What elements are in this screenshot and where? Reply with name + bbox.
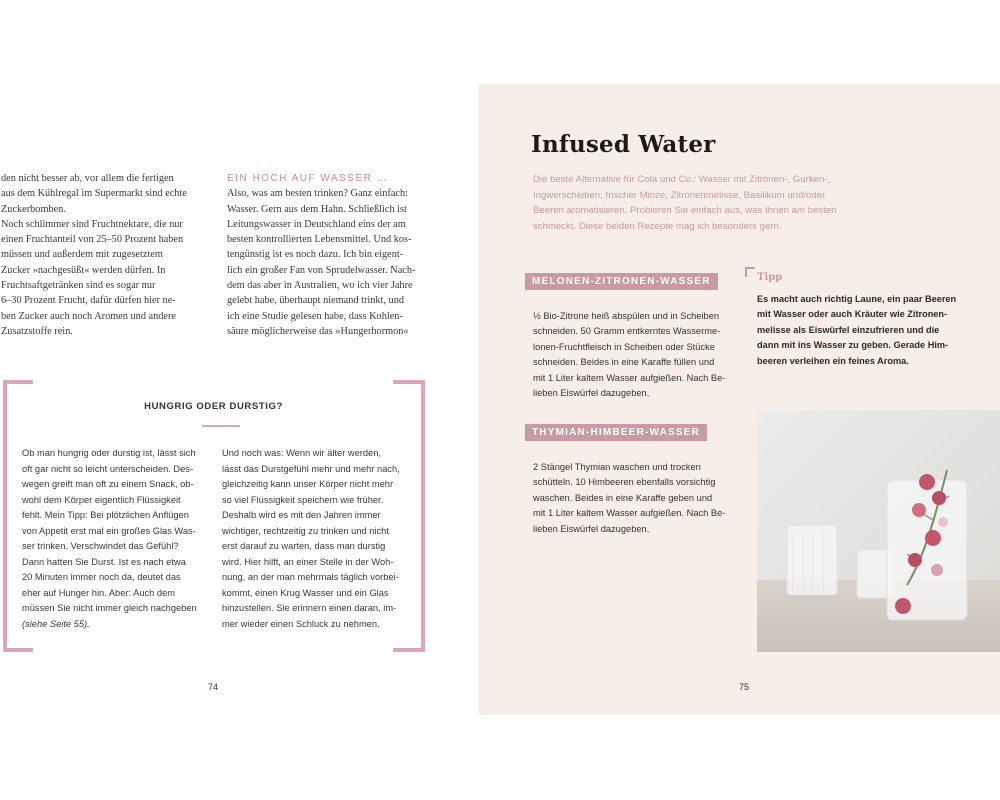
text-line: wohl dem Körper eigentlich Flüssigkeit <box>22 494 181 505</box>
infused-water-photo <box>757 410 1000 652</box>
text-line: kommt, einen Krug Wasser und ein Glas <box>222 587 389 598</box>
text-line: gelebt habe, überhaupt niemand trinkt, und <box>227 295 404 307</box>
box-title-rule <box>202 425 240 427</box>
text-line: tengünstig ist es noch dazu. Ich bin eigent- <box>227 249 404 261</box>
text-line: Es macht auch richtig Laune, ein paar Beeren <box>757 294 957 304</box>
recipe-text-thyme-raspberry <box>533 460 743 537</box>
text-line: melisse als Eiswürfel einzufrieren und die <box>757 324 940 335</box>
text-line: Deshalb wird es mit den Jahren immer <box>222 510 381 520</box>
text-line: wegen greift man oft zu einem Snack, ob- <box>22 479 194 489</box>
text-line: 6–30 Prozent Frucht, dafür dürfen hier ne- <box>1 295 176 307</box>
text-line: Wasser. Gern aus dem Hahn. Schließlich ist <box>227 203 407 215</box>
section-heading: EIN HOCH AUF WASSER … <box>227 173 389 184</box>
text-line: lieben Eiswürfel dazugeben. <box>533 523 650 534</box>
text-line: gleichzeitig kann unser Körper nicht mehr <box>222 479 394 489</box>
page-number-right: 75 <box>739 682 750 692</box>
text-line: fehlt. Mein Tipp: Bei plötzlichen Anflügen <box>22 510 189 520</box>
recipe-title-thyme-raspberry: THYMIAN-HIMBEER-WASSER <box>525 424 707 441</box>
text-line: wichtiger, rechtzeitig zu trinken und nicht <box>222 525 389 536</box>
text-line: Also, was am besten trinken? Ganz einfach: <box>227 188 408 200</box>
tip-label: Tipp <box>757 272 783 283</box>
text-line: hinzustellen. Sie erinnern einen daran, im- <box>222 603 397 613</box>
text-line: mit 1 Liter kaltem Wasser aufgießen. Nach Be- <box>533 508 726 519</box>
text-line: müssen und außerdem mit zugesetztem <box>1 249 163 261</box>
text-line: müssen Sie nicht immer gleich nachgeben <box>22 603 197 613</box>
text-line: beeren verleihen ein feines Aroma. <box>757 355 909 366</box>
intro-text <box>533 172 883 234</box>
text-line: mer wieder einen Schluck zu nehmen. <box>222 618 380 629</box>
text-line: lässt das Durstgefühl mehr und mehr nach, <box>222 463 400 474</box>
text-line: Dann hatten Sie Durst. Ist es nach etwa <box>22 556 186 567</box>
page-title: Infused Water <box>531 131 716 158</box>
text-line: aus dem Kühlregal im Supermarkt sind echte <box>1 188 187 200</box>
text-line: 20 Minuten immer noch da, deutet das <box>22 572 181 582</box>
box-column-left <box>22 446 212 632</box>
text-line: so viel Flüssigkeit speichern wie früher. <box>222 494 384 505</box>
text-line: Beeren aromatisieren. Probieren Sie einfach aus, was Ihnen am besten <box>533 205 837 216</box>
text-line: oft gar nicht so leicht unterscheiden. Des- <box>22 463 194 474</box>
text-line: den nicht besser ab, vor allem die fertigen <box>1 173 174 184</box>
text-line: besten kontrollierten Lebensmittel. Und kos- <box>227 234 412 246</box>
text-line: nung, an der man mehrmals täglich vorbei- <box>222 572 399 582</box>
page-reference: (siehe Seite 55). <box>22 618 90 629</box>
text-line: von Appetit erst mal ein großes Glas Was- <box>22 525 196 536</box>
text-line: mit 1 Liter kaltem Wasser aufgießen. Nach Be- <box>533 372 726 383</box>
text-line: Zucker »nachgesüßt« werden dürfen. In <box>1 264 166 276</box>
text-line: schneiden. Beides in eine Karaffe füllen und <box>533 357 715 368</box>
text-line: erst darauf zu warten, dass man durstig <box>222 541 386 551</box>
right-column-text <box>227 171 427 339</box>
text-line: ser trinken. Verschwindet das Gefühl? <box>22 541 179 551</box>
text-line: ½ Bio-Zitrone heiß abspülen und in Scheiben <box>533 311 720 321</box>
text-line: lich ein großer Fan von Sprudelwasser. Nach- <box>227 264 416 276</box>
text-line: waschen. Beides in eine Karaffe geben und <box>533 492 713 503</box>
text-line: Ob man hungrig oder durstig ist, lässt sich <box>22 448 196 458</box>
left-column-text <box>1 171 209 339</box>
text-line: Zuckerbomben. <box>1 203 66 215</box>
text-line: Die beste Alternative für Cola und Co.: Wasser mit Zitronen-, Gurken-, <box>533 174 831 185</box>
tip-corner-mark <box>745 267 755 277</box>
recipe-text-melon-lemon <box>533 309 743 401</box>
text-line: ich eine Studie gelesen habe, dass Kohlen- <box>227 310 403 322</box>
text-line: Noch schlimmer sind Fruchtnektare, die nur <box>1 218 183 230</box>
text-line: Leitungswasser in Deutschland eins der am <box>227 218 406 230</box>
tip-text <box>757 292 967 369</box>
text-line: einen Fruchtanteil von 25–50 Prozent haben <box>1 234 184 246</box>
box-column-right <box>222 446 412 632</box>
text-line: Und noch was: Wenn wir älter werden, <box>222 448 381 458</box>
text-line: eher auf Hunger hin. Aber: Auch dem <box>22 587 175 598</box>
text-line: dem das aber in Australien, wo ich vier Jahre <box>227 280 413 292</box>
text-line: 2 Stängel Thymian waschen und trocken <box>533 462 701 472</box>
recipe-title-melon-lemon: MELONEN-ZITRONEN-WASSER <box>525 273 718 290</box>
text-line: wird. Hier hilft, an einer Stelle in der Woh- <box>222 556 394 567</box>
text-line: säure möglicherweise das »Hungerhormon« <box>227 325 409 337</box>
text-line: lonen-Fruchtfleisch in Scheiben oder Stücke <box>533 341 715 352</box>
text-line: dann mit ins Wasser zu geben. Gerade Him- <box>757 340 949 351</box>
text-line: ben Zucker auch noch Aromen und andere <box>1 310 176 322</box>
text-line: schmeckt. Diese beiden Rezepte mag ich besonders gern. <box>533 220 782 232</box>
text-line: Zusatzstoffe rein. <box>1 325 73 337</box>
text-line: schneiden. 50 Gramm entkerntes Wasserme- <box>533 326 721 337</box>
page-number-left: 74 <box>208 682 219 692</box>
text-line: mit Wasser oder auch Kräuter wie Zitronen- <box>757 309 948 320</box>
box-title: HUNGRIG ODER DURSTIG? <box>144 401 283 412</box>
glass-with-raspberries-icon <box>757 410 1000 652</box>
text-line: schütteln. 10 Himbeeren ebenfalls vorsichtig <box>533 477 716 488</box>
text-line: lieben Eiswürfel dazugeben. <box>533 388 650 399</box>
text-line: Fruchtsaftgetränken sind es sogar nur <box>1 280 156 292</box>
text-line: Ingwerscheiben, frischer Minze, Zitronenmelisse, Basilikum und/oder <box>533 189 826 201</box>
